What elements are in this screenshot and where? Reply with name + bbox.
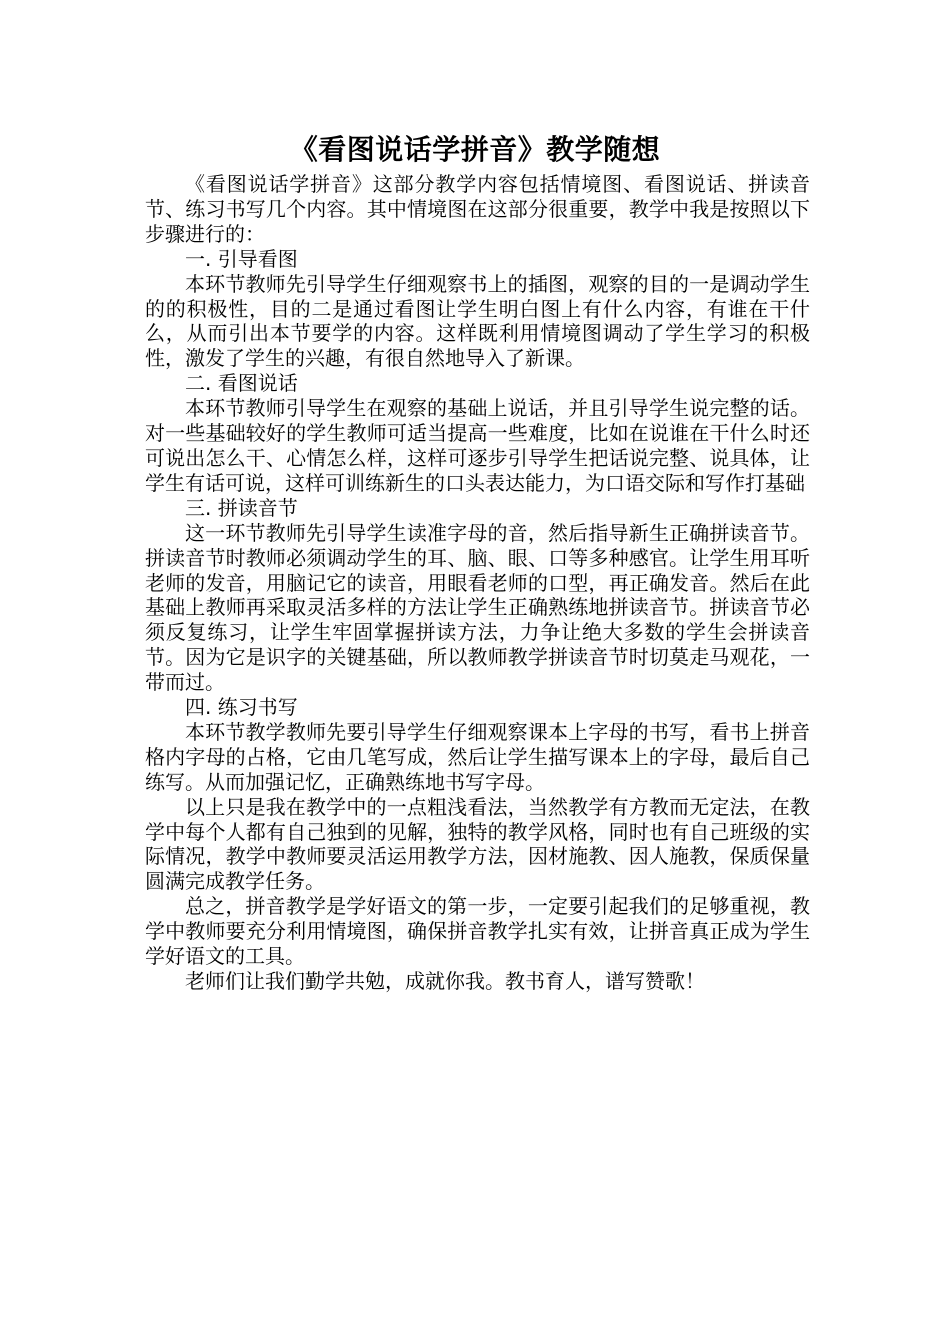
section-heading-1: 一. 引导看图: [185, 246, 298, 271]
section-paragraph-3: 这一环节教师先引导学生读准字母的音，然后指导新生正确拼读音节。拼读音节时教师必须调动学生的耳、脑、眼、口等多种感官。让学生用耳听老师的发音，用脑记它的读音，用眼看老师的口型，再正确发音。然后在此基础上教师再采取灵活多样的方法让学生正确熟练地拼读音节。拼读音节必须反复练习，让学生牢固掌握拼读方法，力争让绝大多数的学生会拼读音节。因为它是识字的关键基础，所以教师教学拼读音节时切莫走马观花，一带而过。: [145, 520, 810, 695]
section-heading-2: 二. 看图说话: [185, 371, 298, 396]
document-body: [145, 172, 810, 994]
intro-paragraph: 《看图说话学拼音》这部分教学内容包括情境图、看图说话、拼读音节、练习书写几个内容。其中情境图在这部分很重要，教学中我是按照以下步骤进行的：: [145, 172, 810, 246]
document-title: 《看图说话学拼音》教学随想: [289, 133, 661, 166]
section-paragraph-4: 本环节教学教师先要引导学生仔细观察课本上字母的书写，看书上拼音格内字母的占格，它由几笔写成，然后让学生描写课本上的字母，最后自己练写。从而加强记忆，正确熟练地书写字母。: [145, 719, 810, 794]
section-paragraph-2: 本环节教师引导学生在观察的基础上说话，并且引导学生说完整的话。对一些基础较好的学生教师可适当提高一些难度，比如在说谁在干什么时还可说出怎么干、心情怎么样，这样可逐步引导学生把话说完整、说具体，让学生有话可说，这样可训练新生的口头表达能力，为口语交际和写作打基础: [145, 396, 810, 495]
summary-paragraph: 总之，拼音教学是学好语文的第一步，一定要引起我们的足够重视，教学中教师要充分利用情境图，确保拼音教学扎实有效，让拼音真正成为学生学好语文的工具。: [145, 894, 810, 969]
reflection-paragraph: 以上只是我在教学中的一点粗浅看法，当然教学有方教而无定法，在教学中每个人都有自己独到的见解，独特的教学风格，同时也有自己班级的实际情况，教学中教师要灵活运用教学方法，因材施教、因人施教，保质保量圆满完成教学任务。: [145, 794, 810, 894]
section-paragraph-1: 本环节教师先引导学生仔细观察书上的插图，观察的目的一是调动学生的的积极性，目的二是通过看图让学生明白图上有什么内容，有谁在干什么，从而引出本节要学的内容。这样既利用情境图调动了学生学习的积极性，激发了学生的兴趣，有很自然地导入了新课。: [145, 271, 810, 371]
section-heading-4: 四. 练习书写: [185, 695, 298, 720]
section-heading-3: 三. 拼读音节: [185, 495, 298, 520]
closing-paragraph: 老师们让我们勤学共勉，成就你我。教书育人，谱写赞歌！: [185, 969, 705, 993]
